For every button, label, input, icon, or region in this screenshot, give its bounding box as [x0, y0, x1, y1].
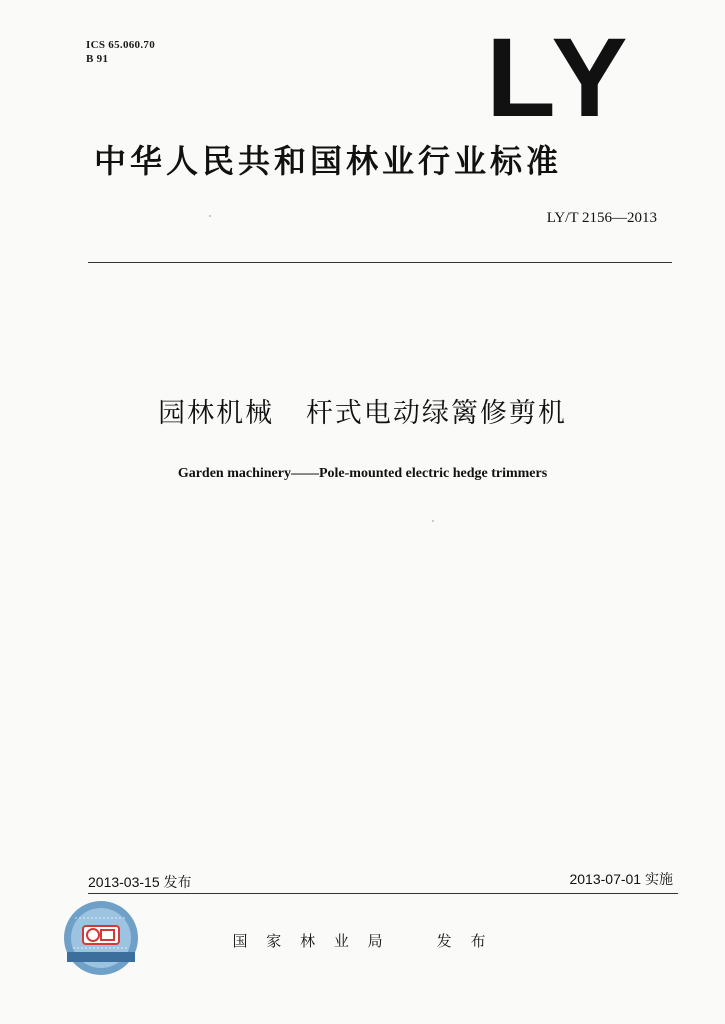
bottom-divider — [88, 893, 678, 894]
publisher: 国 家 林 业 局 发 布 — [232, 932, 493, 950]
implementation-date: 2013-07-01 实施 — [569, 871, 673, 887]
ccs-code: B 91 — [86, 53, 109, 65]
classification-codes — [86, 38, 155, 66]
anti-counterfeit-seal — [63, 900, 139, 976]
top-divider — [88, 262, 672, 263]
seal-emblem — [83, 926, 119, 944]
header-title: 中华人民共和国林业行业标准 — [94, 142, 563, 180]
paper-speck — [432, 520, 434, 522]
ly-logo: LY — [486, 15, 634, 140]
standard-number: LY/T 2156—2013 — [546, 210, 657, 226]
title-english: Garden machinery——Pole-mounted electric hedge trimmers — [177, 466, 548, 481]
publication-date: 2013-03-15 发布 — [88, 874, 192, 890]
seal-band — [67, 952, 135, 962]
title-chinese: 园林机械 杆式电动绿篱修剪机 — [158, 398, 567, 429]
ics-code: ICS 65.060.70 — [86, 39, 155, 51]
paper-speck — [209, 215, 211, 217]
